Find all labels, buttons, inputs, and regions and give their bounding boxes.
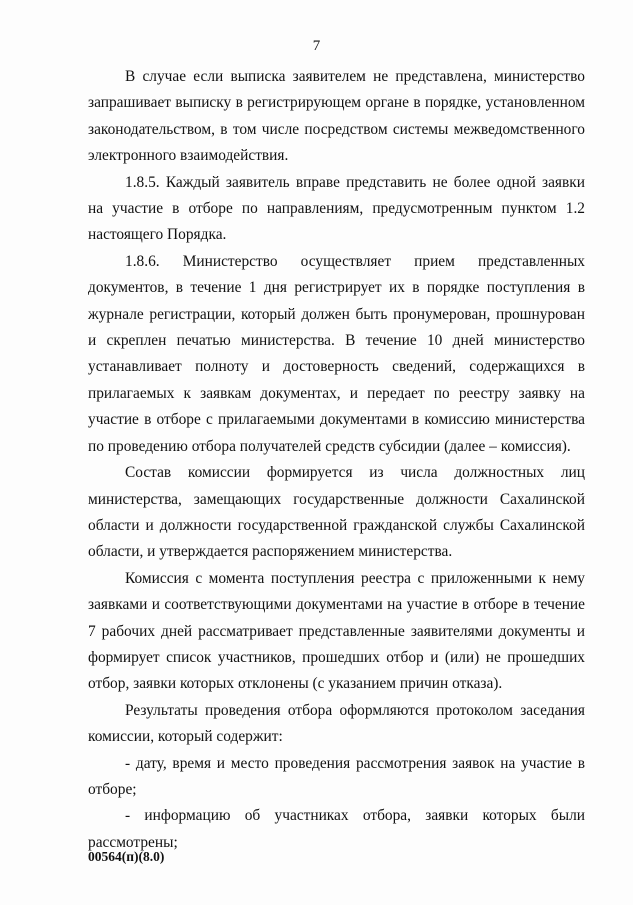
paragraph: Состав комиссии формируется из числа должностных лиц министерства, замещающих государственные должности Сахалинской области и должности государственной гражданской службы Сахалинской области, и утверждается распоряжением министерства. — [88, 464, 585, 561]
document-body — [88, 64, 585, 856]
page-number: 7 — [312, 38, 321, 54]
paragraph: Комиссия с момента поступления реестра с приложенными к нему заявками и соответствующими документами на участие в отборе в течение 7 рабочих дней рассматривает представленные заявителями документы и формирует список участников, прошедших отбор и (или) не прошедших отбор, заявки которых отклонены (с указанием причин отказа). — [88, 569, 585, 693]
paragraph: 1.8.5. Каждый заявитель вправе представить не более одной заявки на участие в отборе по направлениям, предусмотренным пунктом 1.2 настоящего Порядка. — [88, 173, 585, 244]
paragraph: 1.8.6. Министерство осуществляет прием представленных документов, в течение 1 дня регистрирует их в порядке поступления в журнале регистрации, который должен быть пронумерован, прошнурован и скреплен печатью министерства. В течение 10 дней министерство устанавливает полноту и достоверность сведений, содержащихся в прилагаемых к заявкам документах, и передает по реестру заявку на участие в отборе с прилагаемыми документами в комиссию министерства по проведению отбора получателей средств субсидии (далее – комиссия). — [88, 252, 585, 455]
list-item: - информацию об участниках отбора, заявки которых были рассмотрены; — [88, 807, 585, 851]
paragraph: В случае если выписка заявителем не представлена, министерство запрашивает выписку в регистрирующем органе в порядке, установленном законодательством, в том числе посредством системы межведомственного электронного взаимодействия. — [88, 68, 585, 165]
footer-code: 00564(п)(8.0) — [88, 849, 165, 864]
list-item: - дату, время и место проведения рассмотрения заявок на участие в отборе; — [88, 754, 585, 798]
paragraph: Результаты проведения отбора оформляются протоколом заседания комиссии, который содержит: — [88, 701, 585, 746]
